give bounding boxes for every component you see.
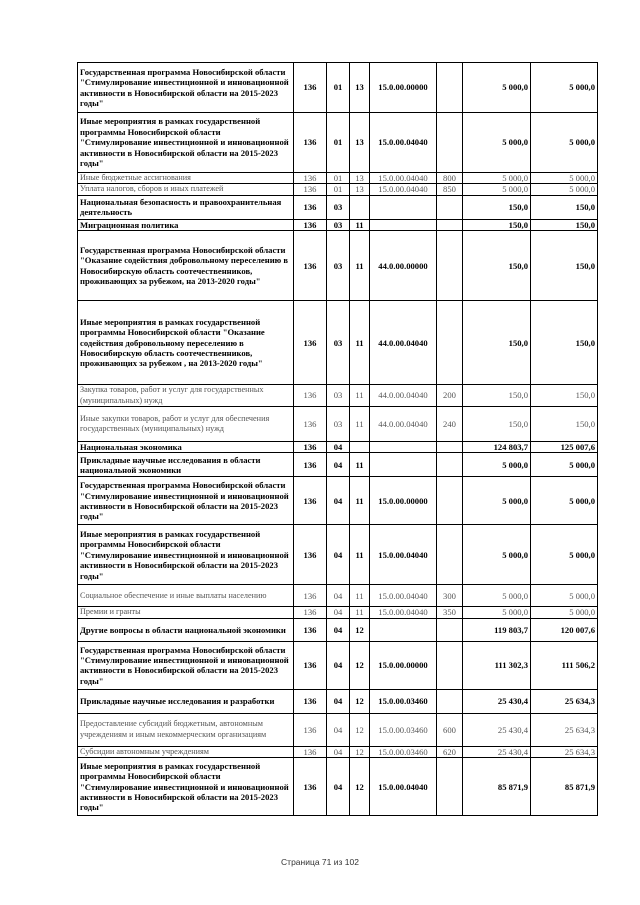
- row-rz-cell: 01: [327, 63, 350, 113]
- row-rz-cell: 04: [327, 585, 350, 607]
- row-name-cell: Иные бюджетные ассигнования: [78, 173, 294, 184]
- row-csr-cell: 15.0.00.00000: [370, 63, 437, 113]
- row-amount-year2-cell: 150,0: [531, 195, 598, 219]
- row-amount-year1-cell: 5 000,0: [463, 585, 531, 607]
- row-ved-cell: 136: [294, 184, 327, 195]
- row-name-cell: Национальная безопасность и правоохранительная деятельность: [78, 195, 294, 219]
- row-ved-cell: 136: [294, 63, 327, 113]
- row-vr-cell: [437, 689, 463, 713]
- row-amount-year2-cell: 5 000,0: [531, 453, 598, 477]
- row-pr-cell: 12: [350, 689, 370, 713]
- row-ved-cell: 136: [294, 713, 327, 746]
- row-vr-cell: [437, 231, 463, 301]
- row-csr-cell: 15.0.00.04040: [370, 585, 437, 607]
- row-csr-cell: 15.0.00.03460: [370, 746, 437, 757]
- row-ved-cell: 136: [294, 195, 327, 219]
- row-name-cell: Социальное обеспечение и иные выплаты населению: [78, 585, 294, 607]
- row-ved-cell: 136: [294, 173, 327, 184]
- row-name-cell: Другие вопросы в области национальной экономики: [78, 618, 294, 641]
- table-body: [78, 63, 598, 816]
- row-pr-cell: 12: [350, 758, 370, 816]
- table-row: [78, 585, 598, 607]
- row-vr-cell: 850: [437, 184, 463, 195]
- table-row: [78, 618, 598, 641]
- row-pr-cell: 13: [350, 113, 370, 173]
- row-pr-cell: 12: [350, 713, 370, 746]
- row-vr-cell: 200: [437, 385, 463, 407]
- row-ved-cell: 136: [294, 525, 327, 585]
- row-amount-year2-cell: 150,0: [531, 407, 598, 442]
- row-name-cell: Иные мероприятия в рамках государственной программы Новосибирской области "Стимулирование инвестиционной и инновационной активности в Новосибирской области на 2015-2023 годы": [78, 758, 294, 816]
- row-rz-cell: 04: [327, 525, 350, 585]
- row-name-cell: Иные мероприятия в рамках государственной программы Новосибирской области "Стимулирование инвестиционной и инновационной активности в Новосибирской области на 2015-2023 годы": [78, 113, 294, 173]
- row-csr-cell: 44.0.00.04040: [370, 385, 437, 407]
- row-ved-cell: 136: [294, 301, 327, 385]
- row-amount-year2-cell: 5 000,0: [531, 477, 598, 525]
- row-ved-cell: 136: [294, 746, 327, 757]
- row-amount-year2-cell: 150,0: [531, 231, 598, 301]
- row-csr-cell: 15.0.00.00000: [370, 477, 437, 525]
- row-rz-cell: 01: [327, 173, 350, 184]
- table-row: [78, 713, 598, 746]
- page-footer: Страница 71 из 102: [281, 857, 359, 867]
- row-name-cell: Предоставление субсидий бюджетным, автономным учреждениям и иным некоммерческим организациям: [78, 713, 294, 746]
- row-name-cell: Прикладные научные исследования в области национальной экономики: [78, 453, 294, 477]
- row-rz-cell: 03: [327, 195, 350, 219]
- row-rz-cell: 04: [327, 477, 350, 525]
- row-csr-cell: 15.0.00.04040: [370, 173, 437, 184]
- row-rz-cell: 04: [327, 607, 350, 618]
- row-name-cell: Иные закупки товаров, работ и услуг для обеспечения государственных (муниципальных) нужд: [78, 407, 294, 442]
- budget-table: [77, 62, 598, 816]
- row-pr-cell: 11: [350, 453, 370, 477]
- row-amount-year1-cell: 111 302,3: [463, 641, 531, 689]
- row-csr-cell: [370, 195, 437, 219]
- row-rz-cell: 01: [327, 184, 350, 195]
- row-amount-year2-cell: 25 634,3: [531, 713, 598, 746]
- row-vr-cell: [437, 618, 463, 641]
- row-pr-cell: 11: [350, 301, 370, 385]
- row-pr-cell: 11: [350, 219, 370, 230]
- row-ved-cell: 136: [294, 477, 327, 525]
- table-row: [78, 385, 598, 407]
- row-amount-year2-cell: 111 506,2: [531, 641, 598, 689]
- row-name-cell: Иные мероприятия в рамках государственной программы Новосибирской области "Стимулирование инвестиционной и инновационной активности в Новосибирской области на 2015-2023 годы": [78, 525, 294, 585]
- row-pr-cell: [350, 195, 370, 219]
- row-ved-cell: 136: [294, 641, 327, 689]
- row-amount-year1-cell: 119 803,7: [463, 618, 531, 641]
- table-row: [78, 442, 598, 453]
- row-amount-year2-cell: 25 634,3: [531, 746, 598, 757]
- row-rz-cell: 04: [327, 641, 350, 689]
- table-row: [78, 113, 598, 173]
- row-amount-year2-cell: 5 000,0: [531, 607, 598, 618]
- row-amount-year1-cell: 150,0: [463, 407, 531, 442]
- row-ved-cell: 136: [294, 442, 327, 453]
- table-row: [78, 607, 598, 618]
- row-vr-cell: 800: [437, 173, 463, 184]
- row-amount-year1-cell: 150,0: [463, 195, 531, 219]
- row-ved-cell: 136: [294, 407, 327, 442]
- row-rz-cell: 03: [327, 385, 350, 407]
- row-rz-cell: 04: [327, 618, 350, 641]
- row-vr-cell: 600: [437, 713, 463, 746]
- row-pr-cell: 11: [350, 477, 370, 525]
- row-csr-cell: 15.0.00.03460: [370, 713, 437, 746]
- row-name-cell: Государственная программа Новосибирской области "Оказание содействия добровольному переселению в Новосибирскую область соотечественников, проживающих за рубежом, на 2013-2020 годы": [78, 231, 294, 301]
- row-csr-cell: 15.0.00.04040: [370, 607, 437, 618]
- row-pr-cell: 11: [350, 585, 370, 607]
- row-amount-year2-cell: 120 007,6: [531, 618, 598, 641]
- row-pr-cell: 11: [350, 525, 370, 585]
- row-ved-cell: 136: [294, 618, 327, 641]
- row-vr-cell: [437, 219, 463, 230]
- row-csr-cell: 44.0.00.04040: [370, 301, 437, 385]
- row-csr-cell: [370, 442, 437, 453]
- row-pr-cell: 12: [350, 746, 370, 757]
- row-amount-year1-cell: 5 000,0: [463, 477, 531, 525]
- row-rz-cell: 04: [327, 713, 350, 746]
- row-rz-cell: 04: [327, 442, 350, 453]
- row-name-cell: Закупка товаров, работ и услуг для государственных (муниципальных) нужд: [78, 385, 294, 407]
- row-amount-year1-cell: 5 000,0: [463, 525, 531, 585]
- row-amount-year2-cell: 125 007,6: [531, 442, 598, 453]
- row-ved-cell: 136: [294, 585, 327, 607]
- table-row: [78, 173, 598, 184]
- row-amount-year2-cell: 25 634,3: [531, 689, 598, 713]
- row-rz-cell: 04: [327, 453, 350, 477]
- row-vr-cell: [437, 525, 463, 585]
- row-pr-cell: 12: [350, 641, 370, 689]
- row-csr-cell: [370, 618, 437, 641]
- row-rz-cell: 03: [327, 231, 350, 301]
- row-rz-cell: 04: [327, 758, 350, 816]
- row-pr-cell: [350, 442, 370, 453]
- row-amount-year1-cell: 25 430,4: [463, 689, 531, 713]
- table-row: [78, 689, 598, 713]
- row-amount-year1-cell: 5 000,0: [463, 113, 531, 173]
- table-row: [78, 525, 598, 585]
- row-csr-cell: [370, 219, 437, 230]
- row-ved-cell: 136: [294, 385, 327, 407]
- row-amount-year1-cell: 150,0: [463, 385, 531, 407]
- table-row: [78, 758, 598, 816]
- row-ved-cell: 136: [294, 607, 327, 618]
- row-vr-cell: [437, 477, 463, 525]
- row-rz-cell: 03: [327, 219, 350, 230]
- row-vr-cell: [437, 453, 463, 477]
- row-csr-cell: 15.0.00.03460: [370, 689, 437, 713]
- row-name-cell: Миграционная политика: [78, 219, 294, 230]
- row-ved-cell: 136: [294, 231, 327, 301]
- row-ved-cell: 136: [294, 113, 327, 173]
- row-pr-cell: 11: [350, 385, 370, 407]
- row-name-cell: Уплата налогов, сборов и иных платежей: [78, 184, 294, 195]
- row-rz-cell: 04: [327, 746, 350, 757]
- row-vr-cell: [437, 195, 463, 219]
- row-amount-year2-cell: 150,0: [531, 301, 598, 385]
- row-amount-year2-cell: 5 000,0: [531, 113, 598, 173]
- row-amount-year1-cell: 150,0: [463, 301, 531, 385]
- row-amount-year2-cell: 5 000,0: [531, 184, 598, 195]
- table-row: [78, 184, 598, 195]
- table-row: [78, 195, 598, 219]
- row-name-cell: Государственная программа Новосибирской области "Стимулирование инвестиционной и инновационной активности в Новосибирской области на 2015-2023 годы": [78, 641, 294, 689]
- row-ved-cell: 136: [294, 453, 327, 477]
- row-name-cell: Прикладные научные исследования и разработки: [78, 689, 294, 713]
- row-amount-year2-cell: 5 000,0: [531, 63, 598, 113]
- row-csr-cell: 44.0.00.00000: [370, 231, 437, 301]
- row-pr-cell: 12: [350, 618, 370, 641]
- row-ved-cell: 136: [294, 219, 327, 230]
- row-pr-cell: 11: [350, 231, 370, 301]
- row-amount-year2-cell: 150,0: [531, 385, 598, 407]
- row-csr-cell: 15.0.00.04040: [370, 758, 437, 816]
- row-amount-year1-cell: 5 000,0: [463, 453, 531, 477]
- row-name-cell: Государственная программа Новосибирской области "Стимулирование инвестиционной и инновационной активности в Новосибирской области на 2015-2023 годы": [78, 63, 294, 113]
- row-csr-cell: 15.0.00.04040: [370, 525, 437, 585]
- row-vr-cell: 300: [437, 585, 463, 607]
- row-csr-cell: 15.0.00.04040: [370, 113, 437, 173]
- row-ved-cell: 136: [294, 689, 327, 713]
- row-rz-cell: 04: [327, 689, 350, 713]
- row-pr-cell: 11: [350, 407, 370, 442]
- row-name-cell: Национальная экономика: [78, 442, 294, 453]
- row-pr-cell: 13: [350, 63, 370, 113]
- row-vr-cell: [437, 758, 463, 816]
- row-vr-cell: [437, 113, 463, 173]
- row-pr-cell: 13: [350, 184, 370, 195]
- row-amount-year1-cell: 85 871,9: [463, 758, 531, 816]
- row-amount-year1-cell: 5 000,0: [463, 607, 531, 618]
- row-amount-year1-cell: 25 430,4: [463, 713, 531, 746]
- row-name-cell: Иные мероприятия в рамках государственной программы Новосибирской области "Оказание содействия добровольному переселению в Новосибирскую область соотечественников, проживающих за рубежом , на 2013-2020 годы": [78, 301, 294, 385]
- row-vr-cell: [437, 301, 463, 385]
- row-amount-year2-cell: 150,0: [531, 219, 598, 230]
- table-row: [78, 219, 598, 230]
- row-csr-cell: 15.0.00.04040: [370, 184, 437, 195]
- row-amount-year1-cell: 5 000,0: [463, 184, 531, 195]
- row-amount-year1-cell: 25 430,4: [463, 746, 531, 757]
- row-amount-year1-cell: 5 000,0: [463, 173, 531, 184]
- table-row: [78, 301, 598, 385]
- row-amount-year2-cell: 5 000,0: [531, 173, 598, 184]
- row-vr-cell: 240: [437, 407, 463, 442]
- row-csr-cell: 15.0.00.00000: [370, 641, 437, 689]
- row-name-cell: Субсидии автономным учреждениям: [78, 746, 294, 757]
- row-vr-cell: [437, 442, 463, 453]
- row-name-cell: Государственная программа Новосибирской области "Стимулирование инвестиционной и инновационной активности в Новосибирской области на 2015-2023 годы": [78, 477, 294, 525]
- row-amount-year1-cell: 150,0: [463, 231, 531, 301]
- row-csr-cell: [370, 453, 437, 477]
- row-amount-year2-cell: 5 000,0: [531, 525, 598, 585]
- row-amount-year1-cell: 124 803,7: [463, 442, 531, 453]
- table-row: [78, 641, 598, 689]
- row-rz-cell: 03: [327, 301, 350, 385]
- row-vr-cell: 620: [437, 746, 463, 757]
- row-pr-cell: 13: [350, 173, 370, 184]
- row-amount-year1-cell: 5 000,0: [463, 63, 531, 113]
- row-name-cell: Премии и гранты: [78, 607, 294, 618]
- row-rz-cell: 03: [327, 407, 350, 442]
- table-row: [78, 407, 598, 442]
- row-amount-year2-cell: 85 871,9: [531, 758, 598, 816]
- table-row: [78, 746, 598, 757]
- row-rz-cell: 01: [327, 113, 350, 173]
- row-csr-cell: 44.0.00.04040: [370, 407, 437, 442]
- table-row: [78, 63, 598, 113]
- row-vr-cell: [437, 641, 463, 689]
- table-row: [78, 453, 598, 477]
- row-amount-year2-cell: 5 000,0: [531, 585, 598, 607]
- table-row: [78, 477, 598, 525]
- row-vr-cell: 350: [437, 607, 463, 618]
- row-ved-cell: 136: [294, 758, 327, 816]
- table-row: [78, 231, 598, 301]
- row-vr-cell: [437, 63, 463, 113]
- row-pr-cell: 11: [350, 607, 370, 618]
- row-amount-year1-cell: 150,0: [463, 219, 531, 230]
